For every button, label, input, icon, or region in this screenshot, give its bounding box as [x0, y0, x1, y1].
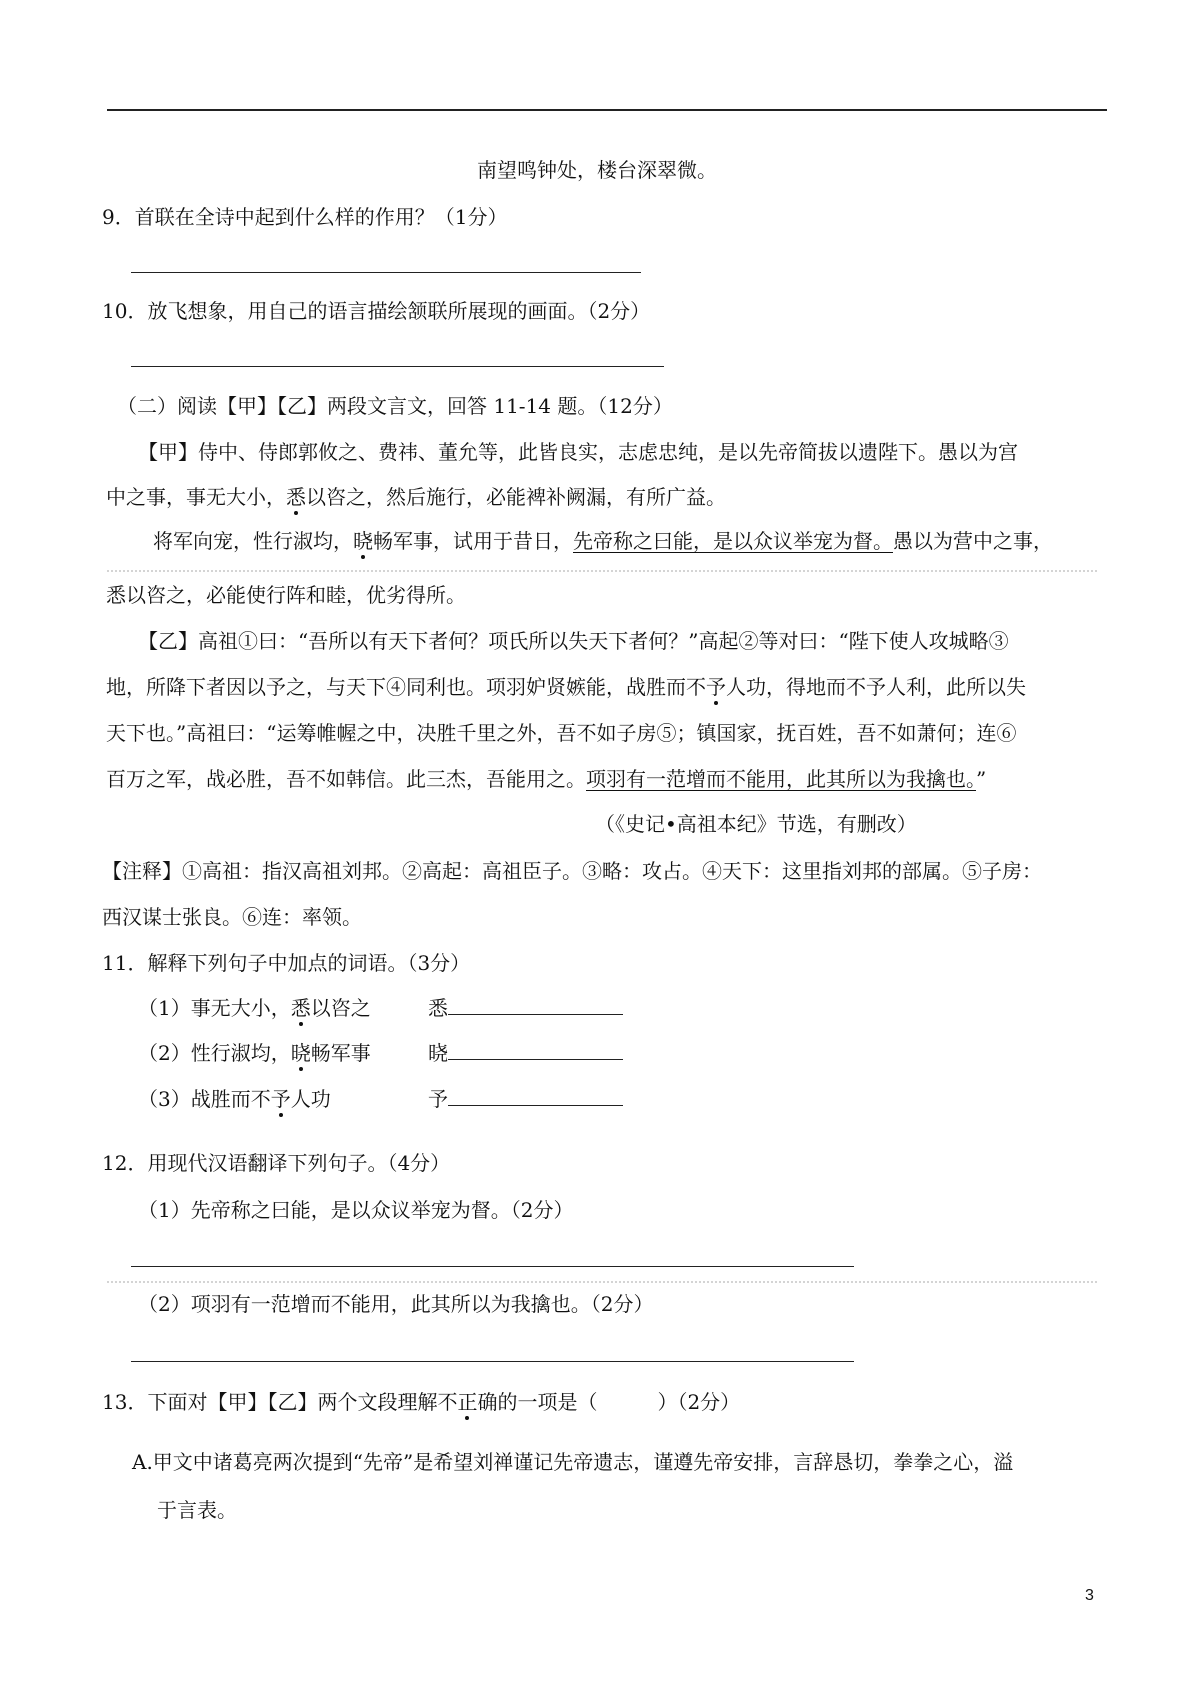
passage-yi-line-2: 地，所降下者因以予之，与天下④同利也。项羽妒贤嫉能，战胜而不予人功，得地而不予人利，此所以失 — [106, 675, 1026, 699]
dotted-divider-2 — [107, 1281, 1097, 1283]
section-2-heading: （二）阅读【甲】【乙】两段文言文，回答 11-14 题。（12分） — [117, 394, 673, 418]
q11-item-3: （3）战胜而不予人功 — [138, 1087, 331, 1111]
q11-answer-1[interactable]: 悉 — [428, 998, 623, 1018]
passage-jia-line-1: 【甲】侍中、侍郎郭攸之、费祎、董允等，此皆良实，志虑忠纯，是以先帝简拔以遗陛下。愚以为宫 — [138, 440, 1018, 464]
passage-yi-line-4: 百万之军，战必胜，吾不如韩信。此三杰，吾能用之。项羽有一范增而不能用，此其所以为我擒也。” — [106, 767, 987, 791]
dotted-divider — [107, 570, 1097, 572]
answer-line-9[interactable] — [131, 272, 641, 273]
dotted-char-yu: 予 — [706, 675, 726, 699]
passage-jia-line-3: 将军向宠，性行淑均，晓畅军事，试用于昔日，先帝称之曰能，是以众议举宠为督。愚以为营中之事， — [153, 529, 1053, 553]
q11-item-2: （2）性行淑均，晓畅军事 — [138, 1041, 371, 1065]
question-11: 11．解释下列句子中加点的词语。（3分） — [102, 951, 471, 975]
underlined-sentence-2: 项羽有一范增而不能用，此其所以为我擒也。 — [586, 767, 976, 791]
question-12: 12．用现代汉语翻译下列句子。（4分） — [102, 1151, 451, 1175]
passage-jia-line-2: 中之事，事无大小，悉以咨之，然后施行，必能裨补阙漏，有所广益。 — [106, 485, 726, 509]
q11-answer-2[interactable]: 晓 — [428, 1043, 623, 1063]
question-13: 13．下面对【甲】【乙】两个文段理解不正确的一项是（ ）（2分） — [102, 1390, 741, 1414]
answer-line-10[interactable] — [131, 366, 664, 367]
header-rule — [107, 109, 1107, 111]
passage-source: （《史记•高祖本纪》节选，有删改） — [595, 812, 917, 836]
poem-last-line: 南望鸣钟处，楼台深翠微。 — [477, 158, 717, 182]
answer-line-12-2[interactable] — [131, 1361, 854, 1362]
q12-sentence-1: （1）先帝称之曰能，是以众议举宠为督。（2分） — [138, 1198, 574, 1222]
dotted-char-xiao: 晓 — [353, 529, 373, 553]
passage-yi-line-1: 【乙】高祖①曰：“吾所以有天下者何？项氏所以失天下者何？”高起②等对曰：“陛下使人攻城略③ — [138, 629, 1009, 653]
underlined-sentence-1: 先帝称之曰能，是以众议举宠为督。 — [573, 529, 893, 553]
q11-answer-3[interactable]: 予 — [428, 1089, 623, 1109]
q13-option-a-line-2: 于言表。 — [157, 1498, 237, 1522]
passage-yi-line-3: 天下也。”高祖曰：“运筹帷幄之中，决胜千里之外，吾不如子房⑤；镇国家，抚百姓，吾不如萧何；连⑥ — [106, 721, 1017, 745]
dotted-char-xi: 悉 — [286, 485, 306, 509]
answer-line-12-1[interactable] — [131, 1266, 854, 1267]
passage-jia-line-4: 悉以咨之，必能使行阵和睦，优劣得所。 — [106, 583, 466, 607]
notes-line-2: 西汉谋士张良。⑥连：率领。 — [102, 905, 362, 929]
q13-option-a-line-1: A.甲文中诸葛亮两次提到“先帝”是希望刘禅谨记先帝遗志，谨遵先帝安排，言辞恳切，拳拳之心，溢 — [132, 1450, 1014, 1474]
question-10: 10．放飞想象，用自己的语言描绘颔联所展现的画面。（2分） — [102, 299, 651, 323]
q11-item-1: （1）事无大小，悉以咨之 — [138, 996, 371, 1020]
q12-sentence-2: （2）项羽有一范增而不能用，此其所以为我擒也。（2分） — [138, 1292, 654, 1316]
question-9: 9．首联在全诗中起到什么样的作用？（1分） — [102, 205, 508, 229]
page-number: 3 — [1085, 1587, 1094, 1604]
notes-line-1: 【注释】①高祖：指汉高祖刘邦。②高起：高祖臣子。③略：攻占。④天下：这里指刘邦的部属。⑤子房： — [102, 859, 1042, 883]
